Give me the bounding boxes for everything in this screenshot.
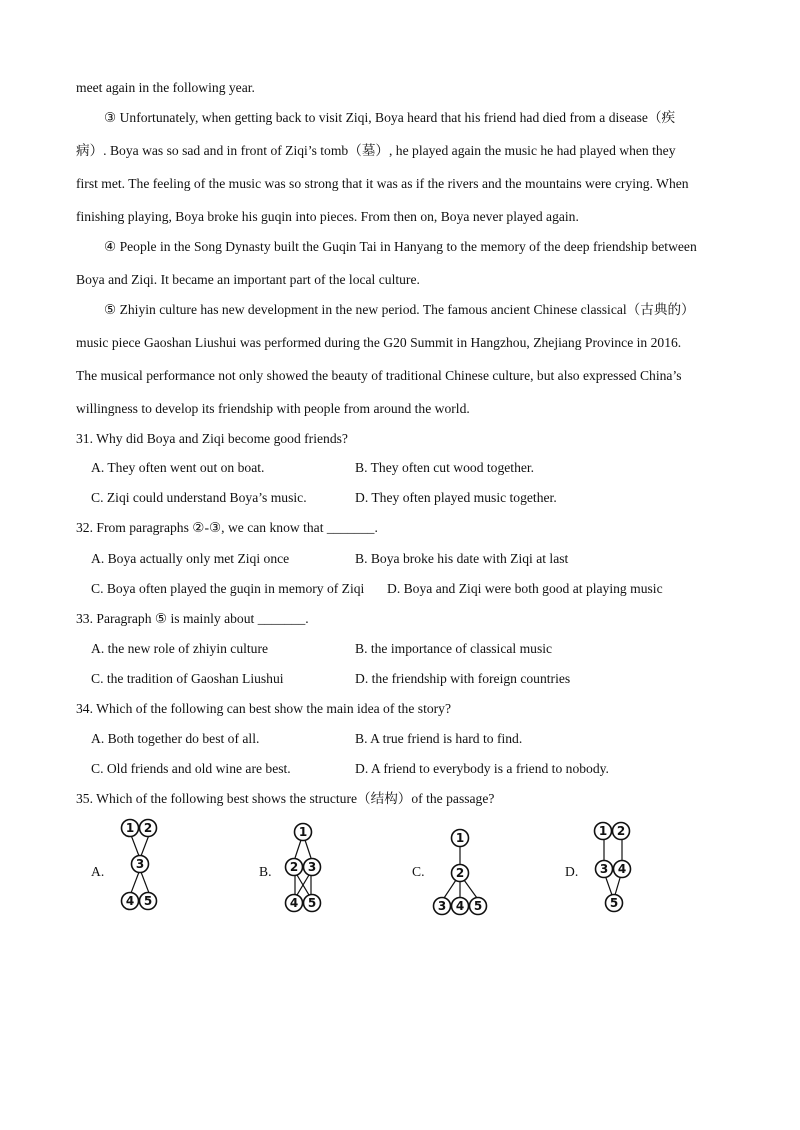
question-34-option-c[interactable]: C. Old friends and old wine are best. [91,761,291,776]
question-34-option-a[interactable]: A. Both together do best of all. [91,731,260,746]
diagram-c-node-3 [434,898,451,915]
diagram-d-node-2 [613,823,630,840]
svg-text:2: 2 [616,824,626,838]
structure-diagram-a[interactable] [114,818,166,914]
paragraph-3-line-2: 病）. Boya was so sad and in front of Ziqi’s tomb（墓）, he played again the music he had played when they [76,143,676,158]
svg-text:4: 4 [617,862,627,876]
diagram-b-node-4 [286,895,303,912]
paragraph-3-line-3: first met. The feeling of the music was so strong that it was as if the rivers and the mountains were crying. When [76,176,689,191]
svg-text:1: 1 [298,825,308,839]
diagram-d-node-5 [606,895,623,912]
diagram-a-node-1 [122,820,139,837]
svg-text:5: 5 [473,899,483,913]
svg-text:2: 2 [143,821,153,835]
diagram-a-node-4 [122,893,139,910]
svg-text:4: 4 [125,894,135,908]
svg-text:3: 3 [135,857,145,871]
paragraph-5-line-3: The musical performance not only showed the beauty of traditional Chinese culture, but also expressed China’s [76,368,682,383]
question-35-option-a[interactable]: A. [91,864,105,879]
question-32-option-c[interactable]: C. Boya often played the guqin in memory of Ziqi [91,581,365,596]
svg-text:1: 1 [598,824,608,838]
diagram-b-node-5 [304,895,321,912]
question-35-stem: 35. Which of the following best shows the structure（结构）of the passage? [76,791,495,806]
question-31-stem: 31. Why did Boya and Ziqi become good friends? [76,431,348,446]
question-33-option-b[interactable]: B. the importance of classical music [355,641,553,656]
question-32-option-d[interactable]: D. Boya and Ziqi were both good at playing music [387,581,663,596]
svg-text:2: 2 [455,866,465,880]
question-33-option-c[interactable]: C. the tradition of Gaoshan Liushui [91,671,284,686]
question-31-option-c[interactable]: C. Ziqi could understand Boya’s music. [91,490,307,505]
diagram-c-node-5 [470,898,487,915]
structure-diagram-c[interactable] [432,828,492,920]
diagram-c-node-1 [452,830,469,847]
diagram-b-node-2 [286,859,303,876]
svg-text:5: 5 [143,894,153,908]
question-34-option-d[interactable]: D. A friend to everybody is a friend to nobody. [355,761,609,776]
svg-text:5: 5 [307,896,317,910]
question-35-option-b[interactable]: B. [259,864,272,879]
question-35-option-c[interactable]: C. [412,864,425,879]
question-32-stem: 32. From paragraphs ②-③, we can know that _______. [76,520,378,535]
svg-text:4: 4 [455,899,465,913]
question-31-option-d[interactable]: D. They often played music together. [355,490,557,505]
question-34-stem: 34. Which of the following can best show the main idea of the story? [76,701,451,716]
diagram-d-node-4 [614,861,631,878]
question-34-option-b[interactable]: B. A true friend is hard to find. [355,731,523,746]
svg-text:3: 3 [307,860,317,874]
paragraph-3-line-1: ③ Unfortunately, when getting back to visit Ziqi, Boya heard that his friend had died from a disease（疾 [104,110,676,125]
diagram-b-node-1 [295,824,312,841]
question-33-stem: 33. Paragraph ⑤ is mainly about _______. [76,611,309,626]
svg-text:2: 2 [289,860,299,874]
paragraph-3-line-4: finishing playing, Boya broke his guqin into pieces. From then on, Boya never played again. [76,209,579,224]
diagram-d-node-1 [595,823,612,840]
paragraph-4-line-1: ④ People in the Song Dynasty built the Guqin Tai in Hanyang to the memory of the deep friendship between [104,239,697,254]
structure-diagram-d[interactable] [588,820,640,914]
question-33-option-d[interactable]: D. the friendship with foreign countries [355,671,571,686]
passage-line-1: meet again in the following year. [76,80,255,95]
question-33-option-a[interactable]: A. the new role of zhiyin culture [91,641,269,656]
paragraph-5-line-1: ⑤ Zhiyin culture has new development in the new period. The famous ancient Chinese classical（古典的） [104,302,695,317]
question-35-option-d[interactable]: D. [565,864,579,879]
paragraph-4-line-2: Boya and Ziqi. It became an important part of the local culture. [76,272,420,287]
diagram-c-node-2 [452,865,469,882]
question-31-option-b[interactable]: B. They often cut wood together. [355,460,535,475]
svg-text:1: 1 [455,831,465,845]
diagram-b-node-3 [304,859,321,876]
svg-text:4: 4 [289,896,299,910]
paragraph-5-line-2: music piece Gaoshan Liushui was performed during the G20 Summit in Hangzhou, Zhejiang Province in 2016. [76,335,682,350]
diagram-a-node-5 [140,893,157,910]
diagram-a-node-3 [132,856,149,873]
structure-diagram-b[interactable] [279,822,329,916]
svg-text:5: 5 [609,896,619,910]
question-31-option-a[interactable]: A. They often went out on boat. [91,460,265,475]
diagram-c-node-4 [452,898,469,915]
svg-text:3: 3 [599,862,609,876]
diagram-a-node-2 [140,820,157,837]
diagram-d-node-3 [596,861,613,878]
paragraph-5-line-4: willingness to develop its friendship with people from around the world. [76,401,470,416]
question-32-option-b[interactable]: B. Boya broke his date with Ziqi at last [355,551,569,566]
question-32-option-a[interactable]: A. Boya actually only met Ziqi once [91,551,290,566]
svg-text:3: 3 [437,899,447,913]
svg-text:1: 1 [125,821,135,835]
